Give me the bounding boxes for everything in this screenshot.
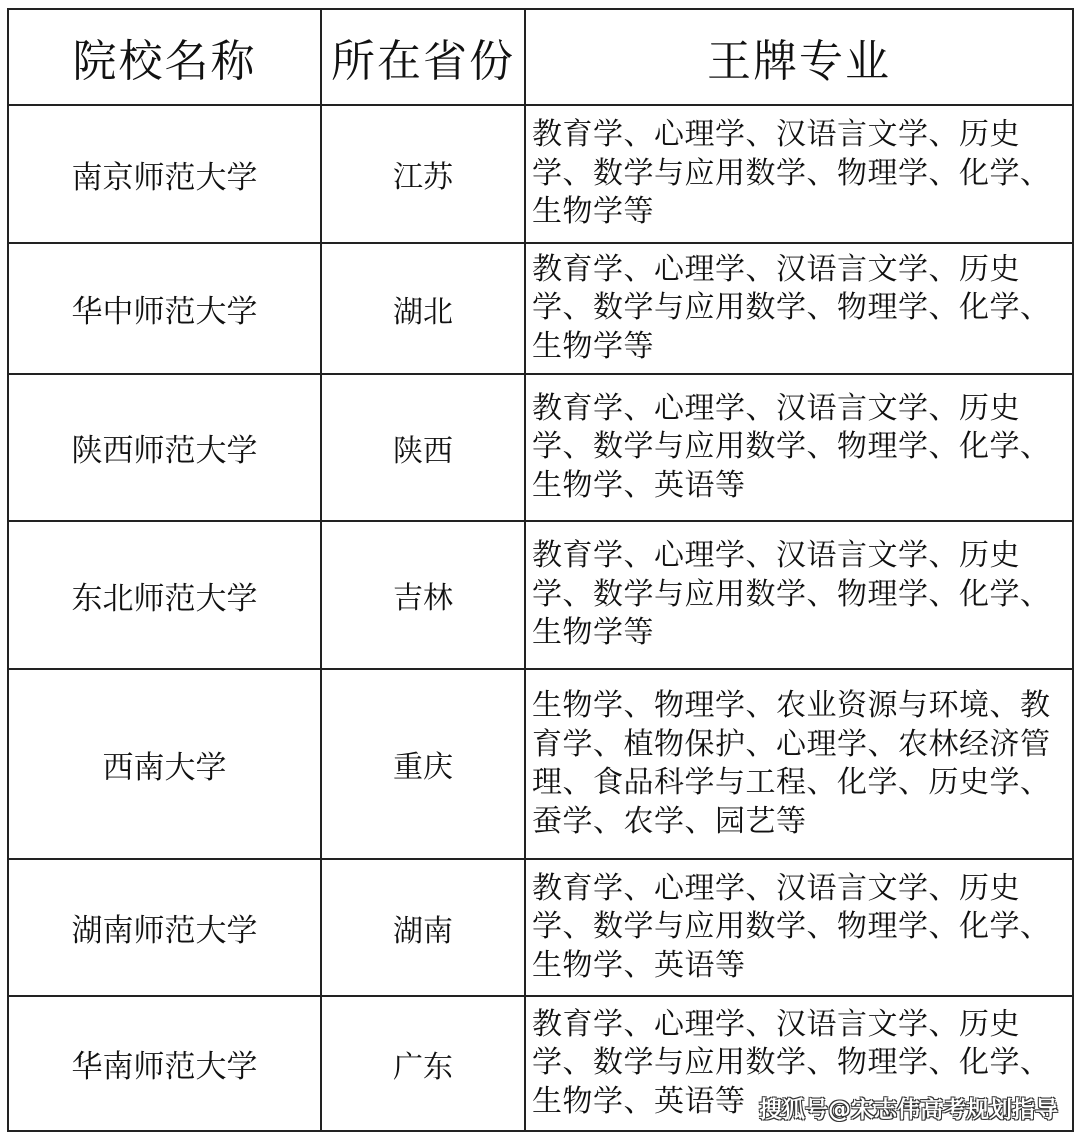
school-name: 陕西师范大学	[8, 374, 321, 521]
table-row	[8, 105, 1073, 243]
majors-cell	[525, 243, 1073, 374]
province: 广东	[321, 996, 525, 1131]
school-name: 湖南师范大学	[8, 859, 321, 996]
school-name: 华南师范大学	[8, 996, 321, 1131]
table-row	[8, 374, 1073, 521]
universities-table	[7, 8, 1074, 1132]
header-school-name: 院校名称	[8, 9, 321, 105]
school-name: 华中师范大学	[8, 243, 321, 374]
table-row	[8, 669, 1073, 859]
table-row	[8, 859, 1073, 996]
table-row	[8, 521, 1073, 669]
majors: 教育学、心理学、汉语言文学、历史学、数学与应用数学、物理学、化学、生物学、英语等	[532, 1006, 1051, 1119]
province: 湖南	[321, 859, 525, 996]
majors-cell	[525, 374, 1073, 521]
province: 重庆	[321, 669, 525, 859]
majors: 教育学、心理学、汉语言文学、历史学、数学与应用数学、物理学、化学、生物学、英语等	[532, 870, 1051, 983]
majors: 生物学、物理学、农业资源与环境、教育学、植物保护、心理学、农林经济管理、食品科学与工程、化学、历史学、蚕学、农学、园艺等	[532, 688, 1051, 839]
majors-cell	[525, 669, 1073, 859]
header-row	[8, 9, 1073, 105]
school-name: 南京师范大学	[8, 105, 321, 243]
majors: 教育学、心理学、汉语言文学、历史学、数学与应用数学、物理学、化学、生物学等	[532, 251, 1051, 364]
header-province: 所在省份	[321, 9, 525, 105]
province: 陕西	[321, 374, 525, 521]
majors-cell	[525, 105, 1073, 243]
majors: 教育学、心理学、汉语言文学、历史学、数学与应用数学、物理学、化学、生物学等	[532, 538, 1051, 651]
school-name: 东北师范大学	[8, 521, 321, 669]
watermark: 搜狐号@宋志伟高考规划指导	[759, 1097, 1058, 1123]
header-majors: 王牌专业	[525, 9, 1073, 105]
majors: 教育学、心理学、汉语言文学、历史学、数学与应用数学、物理学、化学、生物学等	[532, 117, 1051, 230]
province: 吉林	[321, 521, 525, 669]
school-name: 西南大学	[8, 669, 321, 859]
majors: 教育学、心理学、汉语言文学、历史学、数学与应用数学、物理学、化学、生物学、英语等	[532, 390, 1051, 503]
province: 湖北	[321, 243, 525, 374]
majors-cell	[525, 521, 1073, 669]
majors-cell	[525, 859, 1073, 996]
table-row	[8, 243, 1073, 374]
province: 江苏	[321, 105, 525, 243]
